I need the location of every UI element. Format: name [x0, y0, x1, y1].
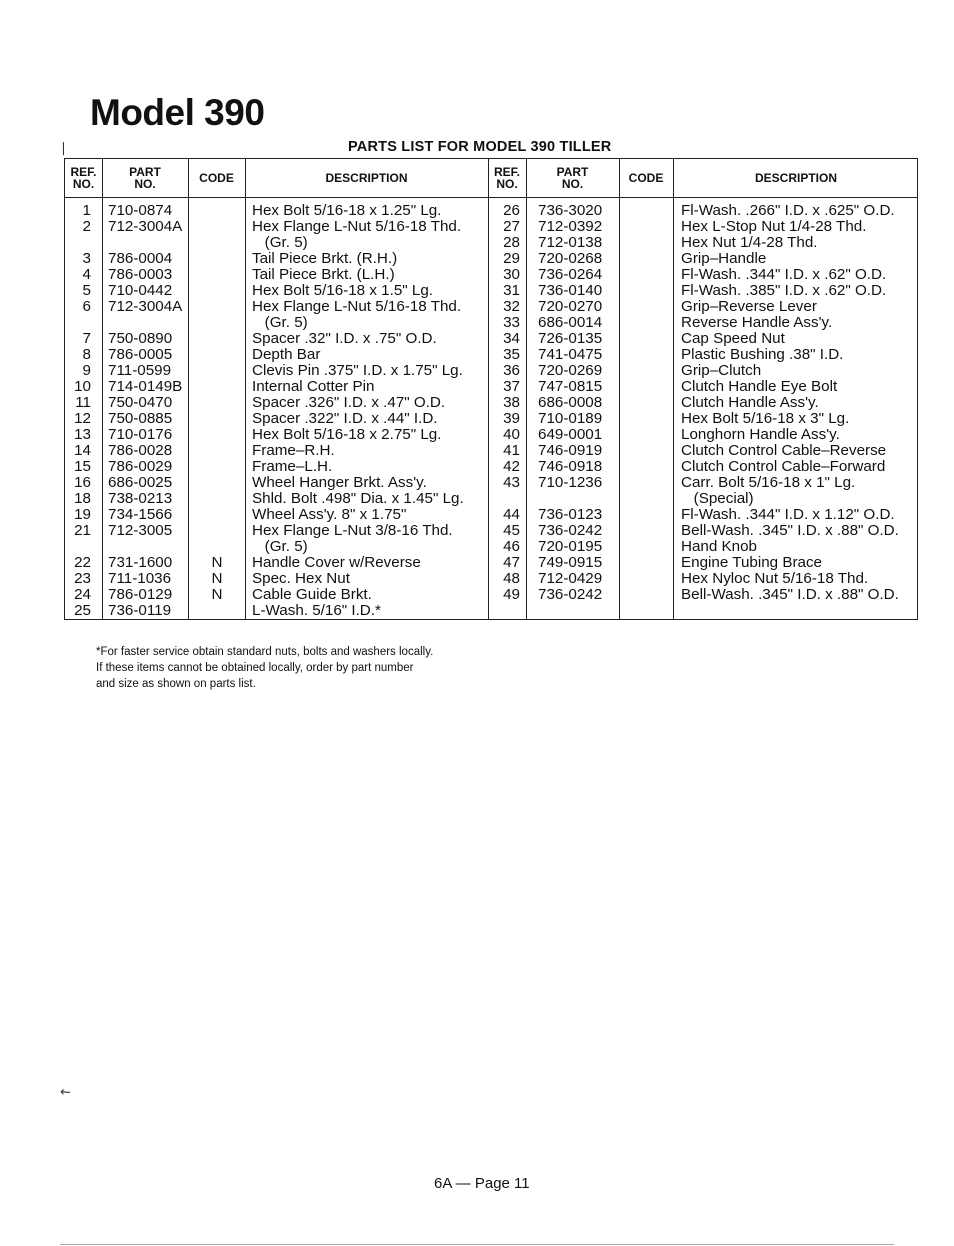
row-part: 786-0029 — [108, 458, 173, 475]
row-part: 736-0264 — [538, 266, 603, 283]
row-part: 710-0442 — [108, 282, 173, 299]
row-code — [189, 331, 245, 347]
row-ref: 5 — [82, 282, 91, 299]
header-description-label: DESCRIPTION — [325, 171, 408, 185]
row-ref: 8 — [82, 346, 91, 363]
row-desc: Hex Bolt 5/16-18 x 1.25" Lg. — [252, 202, 442, 219]
row-code — [620, 555, 673, 571]
row-ref: 3 — [82, 250, 91, 267]
row-code: N — [211, 570, 223, 587]
row-desc: Hex Bolt 5/16-18 x 3" Lg. — [681, 410, 850, 427]
row-part: 750-0470 — [108, 394, 173, 411]
header-description-right — [673, 159, 919, 197]
row-desc: Plastic Bushing .38" I.D. — [681, 346, 844, 363]
row-code — [189, 491, 245, 507]
row-code — [620, 331, 673, 347]
row-part: 738-0213 — [108, 490, 173, 507]
column-divider — [526, 159, 527, 619]
header-ref-line2: NO. — [496, 177, 518, 191]
row-desc: L-Wash. 5/16" I.D.* — [252, 602, 381, 619]
row-desc: Spec. Hex Nut — [252, 570, 350, 587]
row-desc: Fl-Wash. .344" I.D. x 1.12" O.D. — [681, 506, 895, 523]
row-code — [620, 491, 673, 507]
row-code — [620, 219, 673, 235]
row-part: 714-0149B — [108, 378, 183, 395]
row-code — [620, 523, 673, 539]
row-part: 746-0919 — [538, 442, 603, 459]
row-part: 741-0475 — [538, 346, 603, 363]
row-code — [620, 571, 673, 587]
row-desc: Shld. Bolt .498" Dia. x 1.45" Lg. — [252, 490, 464, 507]
row-ref: 46 — [503, 538, 520, 555]
header-code-label: CODE — [628, 171, 664, 185]
row-part: 710-0176 — [108, 426, 173, 443]
row-desc: Clevis Pin .375" I.D. x 1.75" Lg. — [252, 362, 463, 379]
row-part: 726-0135 — [538, 330, 603, 347]
row-desc: Fl-Wash. .266" I.D. x .625" O.D. — [681, 202, 895, 219]
row-code — [620, 443, 673, 459]
row-desc: Tail Piece Brkt. (R.H.) — [252, 250, 398, 267]
header-divider — [65, 197, 917, 198]
row-part: 712-0138 — [538, 234, 603, 251]
row-part: 712-3004A — [108, 298, 183, 315]
column-divider — [488, 159, 489, 619]
row-ref: 19 — [74, 506, 91, 523]
row-desc: Cap Speed Nut — [681, 330, 785, 347]
row-desc: Internal Cotter Pin — [252, 378, 375, 395]
row-code — [189, 379, 245, 395]
row-desc: (Gr. 5) — [252, 538, 308, 555]
row-part: 712-0429 — [538, 570, 603, 587]
row-code — [189, 203, 245, 219]
row-ref: 13 — [74, 426, 91, 443]
row-part: 750-0885 — [108, 410, 173, 427]
row-ref: 18 — [74, 490, 91, 507]
row-desc: Carr. Bolt 5/16-18 x 1" Lg. — [681, 474, 856, 491]
row-ref: 14 — [74, 442, 91, 459]
row-part: 710-0189 — [538, 410, 603, 427]
row-ref: 31 — [503, 282, 520, 299]
row-code — [189, 299, 245, 315]
row-code — [620, 459, 673, 475]
header-ref-no-right — [488, 159, 526, 197]
row-ref: 2 — [82, 218, 91, 235]
row-ref: 22 — [74, 554, 91, 571]
header-part-line2: NO. — [134, 177, 156, 191]
row-desc: Hex Nut 1/4-28 Thd. — [681, 234, 818, 251]
row-desc: Bell-Wash. .345" I.D. x .88" O.D. — [681, 522, 899, 539]
row-code — [620, 267, 673, 283]
row-part: 786-0028 — [108, 442, 173, 459]
row-code — [620, 235, 673, 251]
row-part: 712-0392 — [538, 218, 603, 235]
footnote-line: If these items cannot be obtained locally, order by part number — [96, 662, 414, 674]
row-part: 749-0915 — [538, 554, 603, 571]
row-code — [620, 539, 673, 555]
row-ref — [65, 539, 91, 555]
row-ref: 6 — [82, 298, 91, 315]
header-part-line2: NO. — [561, 177, 584, 191]
column-divider — [102, 159, 103, 619]
parts-table — [64, 158, 918, 620]
row-ref: 4 — [82, 266, 91, 283]
row-code — [620, 283, 673, 299]
row-desc: Spacer .322" I.D. x .44" I.D. — [252, 410, 438, 427]
row-desc: (Gr. 5) — [252, 314, 308, 331]
row-ref: 10 — [74, 378, 91, 395]
row-desc: Reverse Handle Ass'y. — [681, 314, 833, 331]
row-desc: Clutch Handle Eye Bolt — [681, 378, 838, 395]
row-desc: (Gr. 5) — [252, 234, 308, 251]
row-desc: Depth Bar — [252, 346, 321, 363]
row-ref: 35 — [503, 346, 520, 363]
row-ref: 30 — [503, 266, 520, 283]
row-part: 746-0918 — [538, 458, 603, 475]
column-divider — [673, 159, 674, 619]
row-desc: Wheel Ass'y. 8" x 1.75" — [252, 506, 407, 523]
row-part: 711-1036 — [108, 570, 172, 587]
row-code — [620, 363, 673, 379]
row-ref: 40 — [503, 426, 520, 443]
row-code — [189, 443, 245, 459]
header-code — [188, 159, 245, 197]
row-part: 712-3004A — [108, 218, 183, 235]
row-code: N — [211, 554, 223, 571]
row-part: 786-0129 — [108, 586, 173, 603]
row-ref: 9 — [82, 362, 91, 379]
row-code — [189, 395, 245, 411]
row-code — [189, 251, 245, 267]
header-code-label: CODE — [199, 171, 234, 185]
row-ref: 1 — [82, 202, 91, 219]
row-code — [620, 587, 673, 603]
row-ref: 47 — [503, 554, 520, 571]
page-number: 6A — Page 11 — [434, 1175, 530, 1192]
row-code — [620, 411, 673, 427]
row-desc: Grip–Clutch — [681, 362, 762, 379]
header-part-line1: PART — [129, 165, 161, 179]
row-code — [620, 395, 673, 411]
row-code — [189, 267, 245, 283]
row-ref: 33 — [503, 314, 520, 331]
row-code — [189, 219, 245, 235]
header-part-line1: PART — [556, 165, 589, 179]
row-part: 786-0003 — [108, 266, 173, 283]
row-ref: 26 — [503, 202, 520, 219]
pointer-mark: ↖ — [56, 1082, 75, 1101]
row-code — [189, 523, 245, 539]
row-code — [189, 475, 245, 491]
row-desc: Engine Tubing Brace — [681, 554, 823, 571]
row-ref: 25 — [74, 602, 91, 619]
header-ref-line1: REF. — [70, 165, 97, 179]
row-ref: 43 — [503, 474, 520, 491]
row-part: 734-1566 — [108, 506, 173, 523]
row-ref: 27 — [503, 218, 520, 235]
row-desc: (Special) — [681, 490, 754, 507]
row-desc: Cable Guide Brkt. — [252, 586, 372, 603]
row-ref: 36 — [503, 362, 520, 379]
header-ref-line1: REF. — [493, 165, 520, 179]
header-description — [245, 159, 488, 197]
row-desc: Longhorn Handle Ass'y. — [681, 426, 840, 443]
header-part-no-right — [526, 159, 619, 197]
row-code — [189, 235, 245, 251]
row-part: 736-0242 — [538, 586, 603, 603]
row-part: 710-1236 — [538, 474, 603, 491]
row-code — [189, 427, 245, 443]
row-desc: Spacer .326" I.D. x .47" O.D. — [252, 394, 446, 411]
row-desc: Fl-Wash. .385" I.D. x .62" O.D. — [681, 282, 887, 299]
row-desc: Hex Bolt 5/16-18 x 1.5" Lg. — [252, 282, 433, 299]
row-desc: Fl-Wash. .344" I.D. x .62" O.D. — [681, 266, 887, 283]
row-desc: Hand Knob — [681, 538, 757, 555]
row-desc: Hex Nyloc Nut 5/16-18 Thd. — [681, 570, 869, 587]
row-ref: 16 — [74, 474, 91, 491]
row-part: 747-0815 — [538, 378, 603, 395]
row-ref — [494, 491, 520, 507]
row-ref: 23 — [74, 570, 91, 587]
row-ref: 7 — [82, 330, 91, 347]
page-title: Model 390 — [90, 92, 265, 133]
row-code: N — [211, 586, 223, 603]
row-desc: Hex Bolt 5/16-18 x 2.75" Lg. — [252, 426, 442, 443]
row-part: 720-0268 — [538, 250, 603, 267]
row-ref — [65, 315, 91, 331]
row-part: 736-0242 — [538, 522, 603, 539]
row-code — [189, 411, 245, 427]
row-ref: 41 — [503, 442, 520, 459]
row-part: 736-0140 — [538, 282, 603, 299]
row-code — [620, 251, 673, 267]
row-ref: 21 — [74, 522, 91, 539]
row-code — [189, 459, 245, 475]
row-desc: Frame–R.H. — [252, 442, 335, 459]
row-part: 786-0005 — [108, 346, 173, 363]
row-ref: 48 — [503, 570, 520, 587]
row-ref: 34 — [503, 330, 520, 347]
header-description-label: DESCRIPTION — [754, 171, 837, 185]
row-desc: Handle Cover w/Reverse — [252, 554, 421, 571]
row-code — [620, 203, 673, 219]
row-code — [189, 539, 245, 555]
row-code — [620, 507, 673, 523]
row-code — [620, 427, 673, 443]
row-desc: Spacer .32" I.D. x .75" O.D. — [252, 330, 437, 347]
row-ref: 45 — [503, 522, 520, 539]
row-ref — [65, 235, 91, 251]
row-ref: 11 — [75, 394, 91, 411]
row-code — [620, 379, 673, 395]
row-code — [189, 347, 245, 363]
row-code — [189, 283, 245, 299]
footnote — [96, 644, 496, 692]
row-part: 720-0195 — [538, 538, 603, 555]
row-desc: Frame–L.H. — [252, 458, 333, 475]
row-part: 786-0004 — [108, 250, 173, 267]
row-part: 710-0874 — [108, 202, 173, 219]
row-code — [620, 475, 673, 491]
header-code-right — [619, 159, 673, 197]
row-ref: 29 — [503, 250, 520, 267]
column-divider — [245, 159, 246, 619]
row-ref: 38 — [503, 394, 520, 411]
row-part: 686-0014 — [538, 314, 603, 331]
row-ref: 44 — [503, 506, 520, 523]
row-desc: Bell-Wash. .345" I.D. x .88" O.D. — [681, 586, 899, 603]
row-part: 736-0123 — [538, 506, 603, 523]
row-ref: 24 — [74, 586, 91, 603]
row-part: 686-0008 — [538, 394, 603, 411]
bottom-rule — [60, 1244, 894, 1245]
row-code — [620, 347, 673, 363]
row-part: 686-0025 — [108, 474, 173, 491]
margin-mark: ❘ — [58, 140, 69, 155]
row-ref: 49 — [503, 586, 520, 603]
row-ref: 37 — [503, 378, 520, 395]
row-code — [620, 299, 673, 315]
row-code — [189, 507, 245, 523]
table-caption: PARTS LIST FOR MODEL 390 TILLER — [348, 139, 612, 155]
row-part: 736-3020 — [538, 202, 603, 219]
header-ref-line2: NO. — [72, 177, 95, 191]
row-ref: 32 — [503, 298, 520, 315]
row-desc: Hex Flange L-Nut 5/16-18 Thd. — [252, 298, 462, 315]
row-part: 711-0599 — [108, 362, 172, 379]
row-desc: Grip–Handle — [681, 250, 767, 267]
row-code — [189, 315, 245, 331]
row-ref: 12 — [74, 410, 91, 427]
row-desc: Tail Piece Brkt. (L.H.) — [252, 266, 395, 283]
row-desc: Clutch Control Cable–Forward — [681, 458, 886, 475]
footnote-line: and size as shown on parts list. — [96, 678, 256, 690]
row-ref: 15 — [74, 458, 91, 475]
row-ref: 42 — [503, 458, 520, 475]
row-desc: Grip–Reverse Lever — [681, 298, 817, 315]
row-desc: Hex Flange L-Nut 3/8-16 Thd. — [252, 522, 453, 539]
row-part: 731-1600 — [108, 554, 173, 571]
row-code — [620, 315, 673, 331]
row-desc: Hex L-Stop Nut 1/4-28 Thd. — [681, 218, 867, 235]
row-desc: Wheel Hanger Brkt. Ass'y. — [252, 474, 427, 491]
footnote-line: *For faster service obtain standard nuts, bolts and washers locally. — [96, 646, 434, 658]
row-desc: Clutch Handle Ass'y. — [681, 394, 819, 411]
row-part: 720-0270 — [538, 298, 603, 315]
row-part: 750-0890 — [108, 330, 173, 347]
row-code — [189, 363, 245, 379]
row-part: 736-0119 — [108, 602, 172, 619]
row-part: 649-0001 — [538, 426, 603, 443]
row-part: 712-3005 — [108, 522, 173, 539]
row-desc: Hex Flange L-Nut 5/16-18 Thd. — [252, 218, 462, 235]
header-ref-no — [65, 159, 102, 197]
row-part: 720-0269 — [538, 362, 603, 379]
row-ref: 39 — [503, 410, 520, 427]
row-code — [189, 603, 245, 619]
row-ref: 28 — [503, 234, 520, 251]
row-desc: Clutch Control Cable–Reverse — [681, 442, 887, 459]
header-part-no — [102, 159, 188, 197]
